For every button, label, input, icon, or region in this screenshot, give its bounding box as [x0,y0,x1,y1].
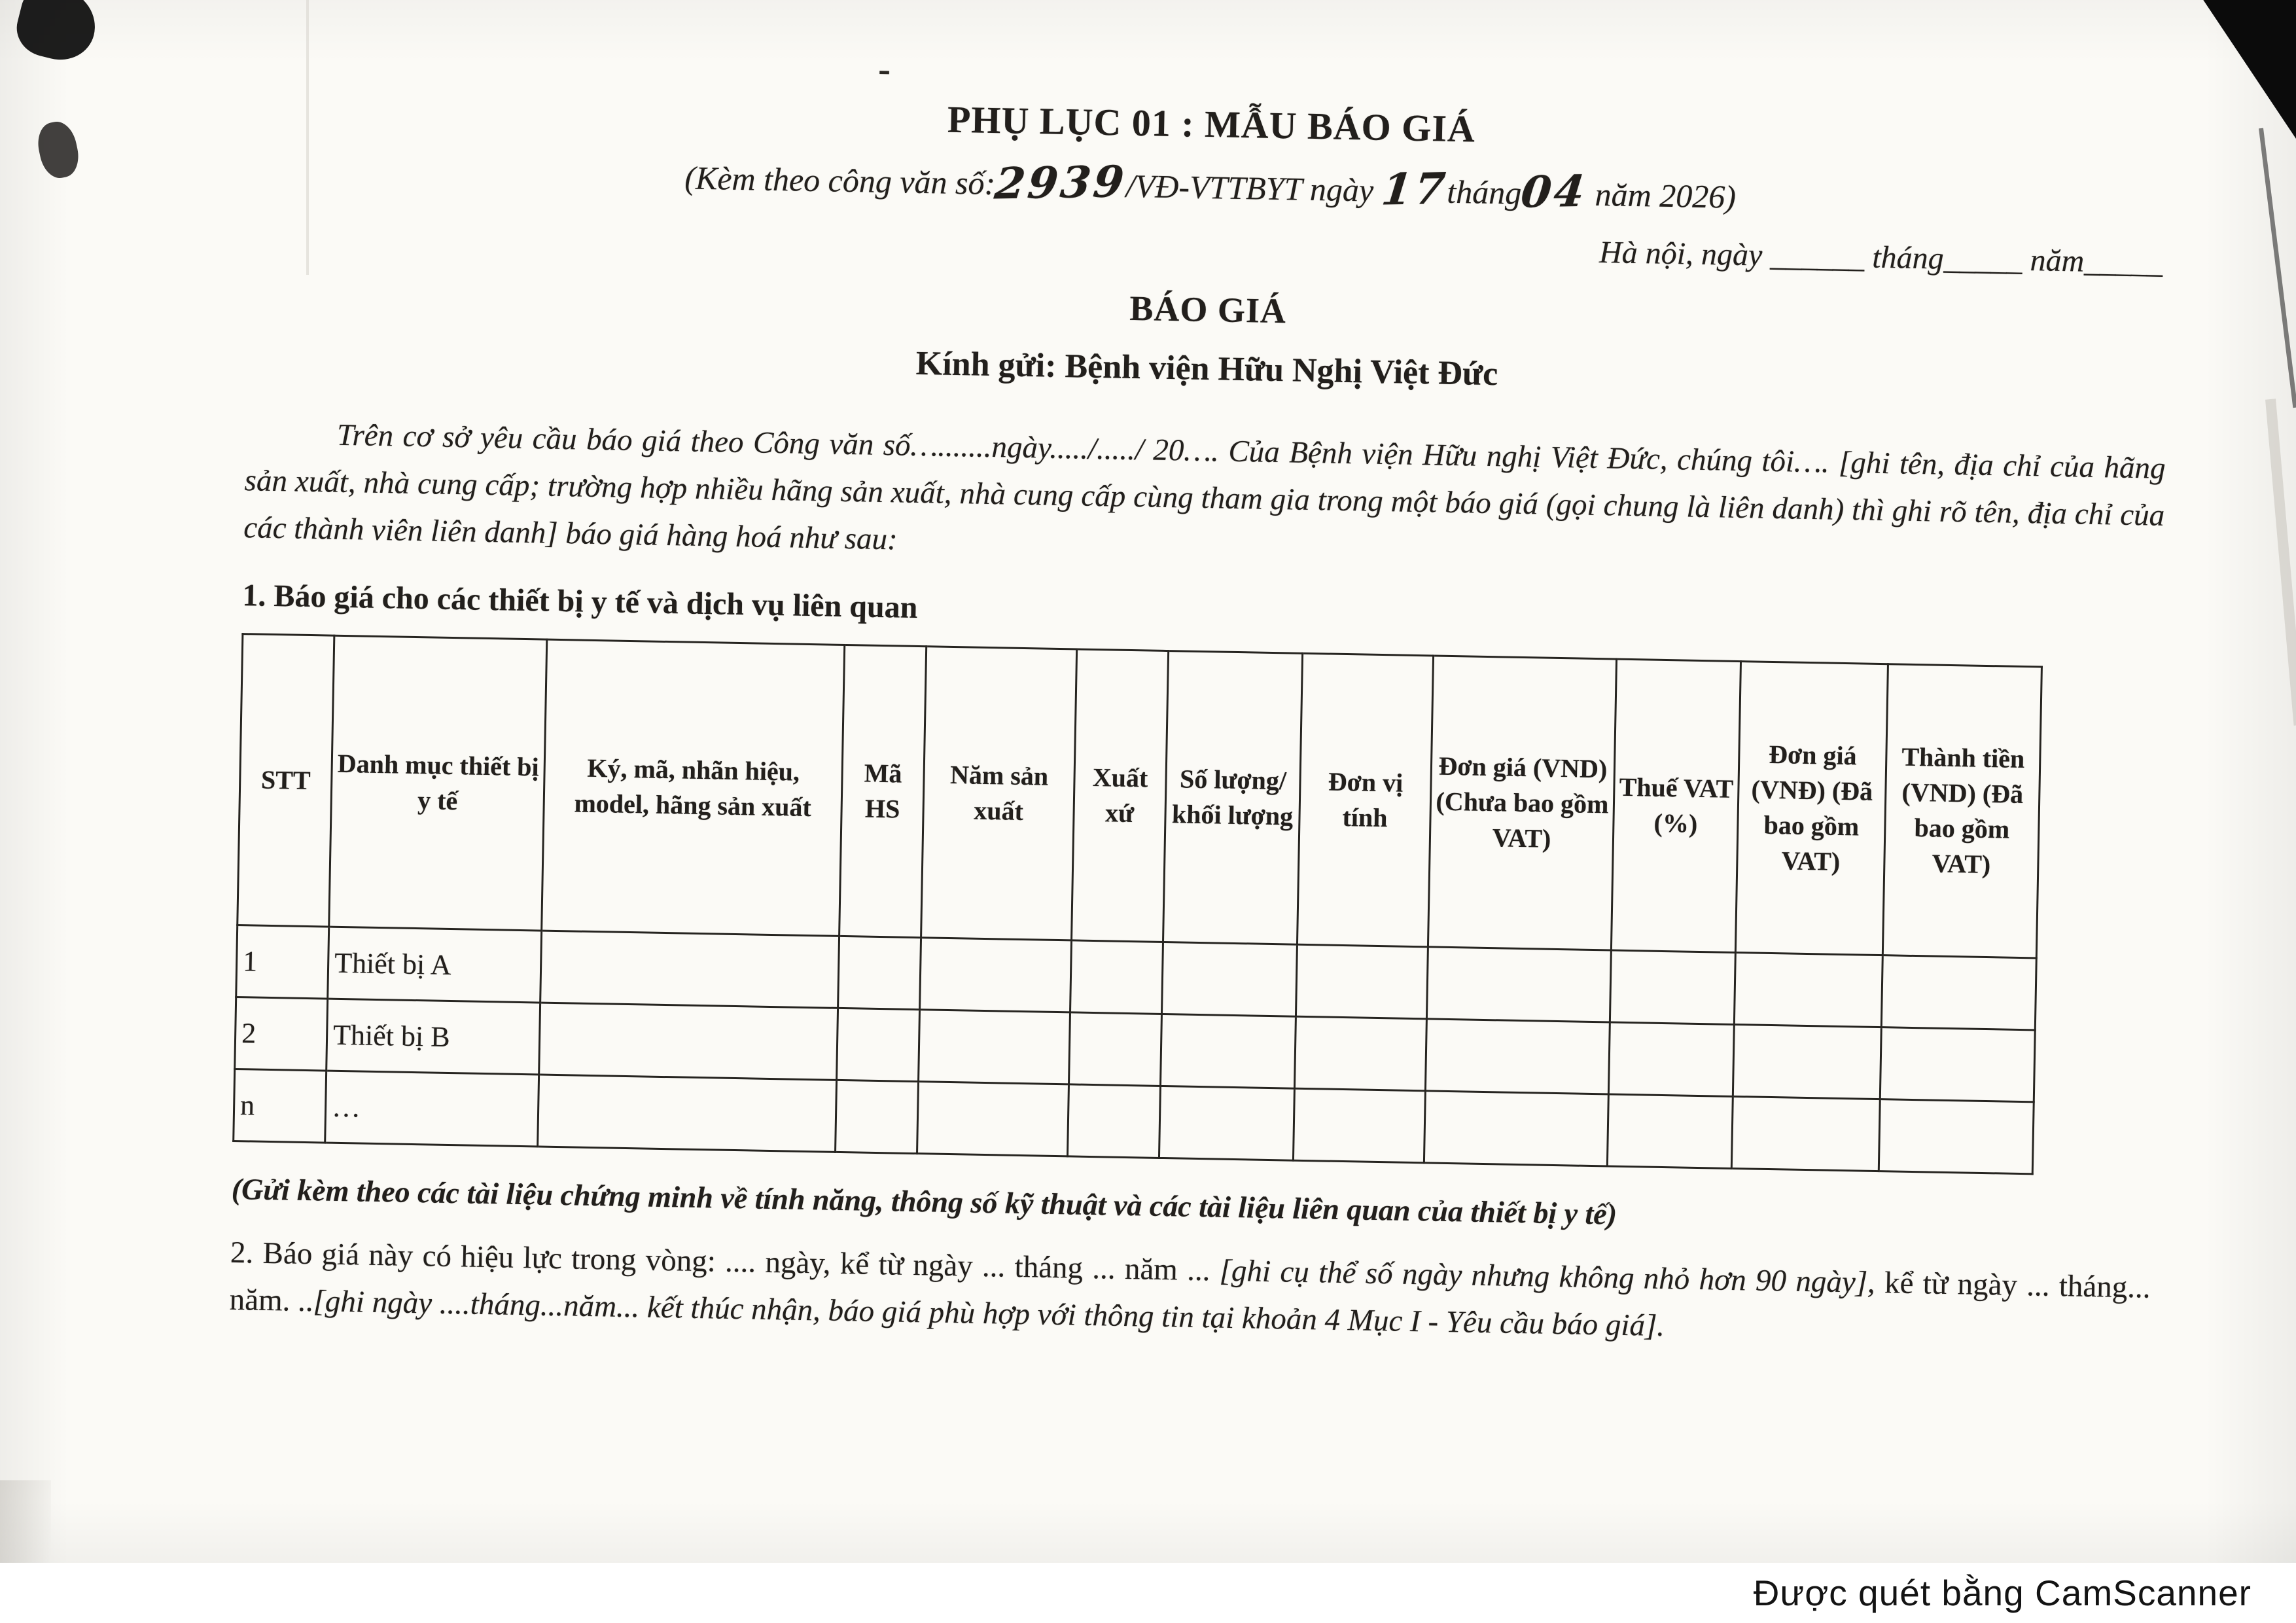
table-cell [1610,950,1735,1024]
table-cell [1294,1016,1426,1091]
table-header-cell: STT [238,634,334,927]
table-header-cell: Xuất xứ [1072,649,1169,942]
table-cell-item: Thiết bị B [327,999,540,1075]
table-cell [1880,1027,2035,1102]
camscanner-footer [0,1563,2296,1623]
section2-paragraph [229,1229,2151,1359]
recipient-line: Kính gửi: Bệnh viện Hữu Nghị Việt Đức [915,344,1498,393]
table-cell [1879,1099,2034,1174]
table-cell-stt: n [234,1069,327,1143]
section2-text: 2. Báo giá này có hiệu lực trong vòng: .... ngày, kể từ ngày ... tháng ... năm ... [230,1235,1220,1288]
section2-guidance: [ghi ngày ....tháng...năm... kết thúc nhận, báo giá phù hợp với thông tin tại khoản 4 Mục I - Yêu cầu báo giá]. [313,1284,1665,1344]
stray-dash-mark: - [877,48,891,90]
table-cell [1731,1096,1880,1171]
table-header-cell: Đơn giá (VNĐ) (Đã bao gồm VAT) [1735,662,1888,955]
table-header-cell: Mã HS [839,645,927,937]
table-header-cell: Đơn vị tính [1297,653,1433,947]
table-header-cell: Đơn giá (VND) (Chưa bao gồm VAT) [1428,656,1616,950]
section2-guidance: [ghi cụ thể số ngày nhưng không nhỏ hơn 90 ngày], [1219,1253,1885,1300]
table-cell [1881,955,2036,1030]
table-header-cell: Số lượng/ khối lượng [1163,651,1303,945]
table-cell [920,938,1072,1012]
quotation-table [232,633,2043,1175]
table-cell [1069,1012,1161,1086]
table-cell [838,936,921,1009]
table-cell [1425,1019,1610,1094]
table-cell [919,1010,1070,1084]
table-cell [837,1008,920,1081]
subtitle-suffix: năm 2026) [1595,175,1737,215]
table-cell-item: Thiết bị A [328,927,542,1003]
document-heading: BÁO GIÁ [1129,288,1287,331]
camscanner-watermark: Được quét bằng CamScanner [1753,1573,2252,1613]
attachment-note: (Gửi kèm theo các tài liệu chứng minh về tính năng, thông số kỹ thuật và các tài liệu liên quan của thiết bị y tế) [231,1171,1617,1231]
table-cell [1067,1084,1160,1158]
handwritten-month: 04 [1519,165,1590,218]
table-cell [540,931,839,1008]
table-cell-stt: 1 [236,925,329,999]
table-cell [1734,953,1882,1027]
table-header-row [238,634,2042,958]
section2-text: kể từ ngày ... tháng... năm. .. [229,1266,2151,1319]
table-cell-stt: 2 [235,997,328,1071]
table-cell-item: … [325,1071,539,1147]
table-cell [917,1082,1069,1156]
table-cell [1161,942,1297,1016]
table-cell [1733,1024,1881,1099]
dateline: Hà nội, ngày ______ tháng_____ năm_____ [1598,235,2163,280]
table-cell [1293,1088,1425,1163]
subtitle-thang-word: tháng [1446,173,1522,211]
table-cell [1159,1086,1294,1160]
table-cell [1424,1091,1608,1166]
table-cell [539,1003,838,1080]
intro-paragraph: Trên cơ sở yêu cầu báo giá theo Công văn số….......ngày...../...../ 20…. Của Bệnh viện Hữu nghị Việt Đức, chúng tôi…. [ghi tên, địa chỉ của hãng sản xuất, nhà cung cấp; trường hợp nhiều hãng sản xuất, nhà cung cấp cùng tham gia trong một báo giá (gọi chung là liên danh) thì ghi rõ tên, địa chỉ của các thành viên liên danh] báo giá hàng hoá như sau: [243,418,2166,557]
table-header-cell: Năm sản xuất [921,647,1077,940]
page-title: PHỤ LỤC 01 : MẪU BÁO GIÁ [947,98,1476,151]
subtitle-prefix: (Kèm theo công văn số: [684,159,996,202]
table-cell [1426,947,1611,1022]
table-cell [1608,1022,1734,1096]
table-cell [1296,944,1428,1019]
table-cell [1070,940,1163,1014]
table-header-cell: Thành tiền (VND) (Đã bao gồm VAT) [1882,664,2041,958]
table-cell [1160,1014,1296,1088]
table-cell [1607,1094,1733,1168]
table-cell [538,1075,837,1152]
handwritten-day: 17 [1379,163,1450,215]
handwritten-document-number: 2939 [992,156,1129,209]
table-header-cell: Thuế VAT (%) [1611,659,1740,952]
subtitle-middle: /VĐ-VTTBYT ngày [1125,167,1374,209]
table-header-cell: Ký, mã, nhãn hiệu, model, hãng sản xuất [542,639,845,936]
table-cell [836,1080,919,1153]
table-header-cell: Danh mục thiết bị y tế [329,635,547,931]
section1-heading: 1. Báo giá cho các thiết bị y tế và dịch vụ liên quan [241,578,918,626]
